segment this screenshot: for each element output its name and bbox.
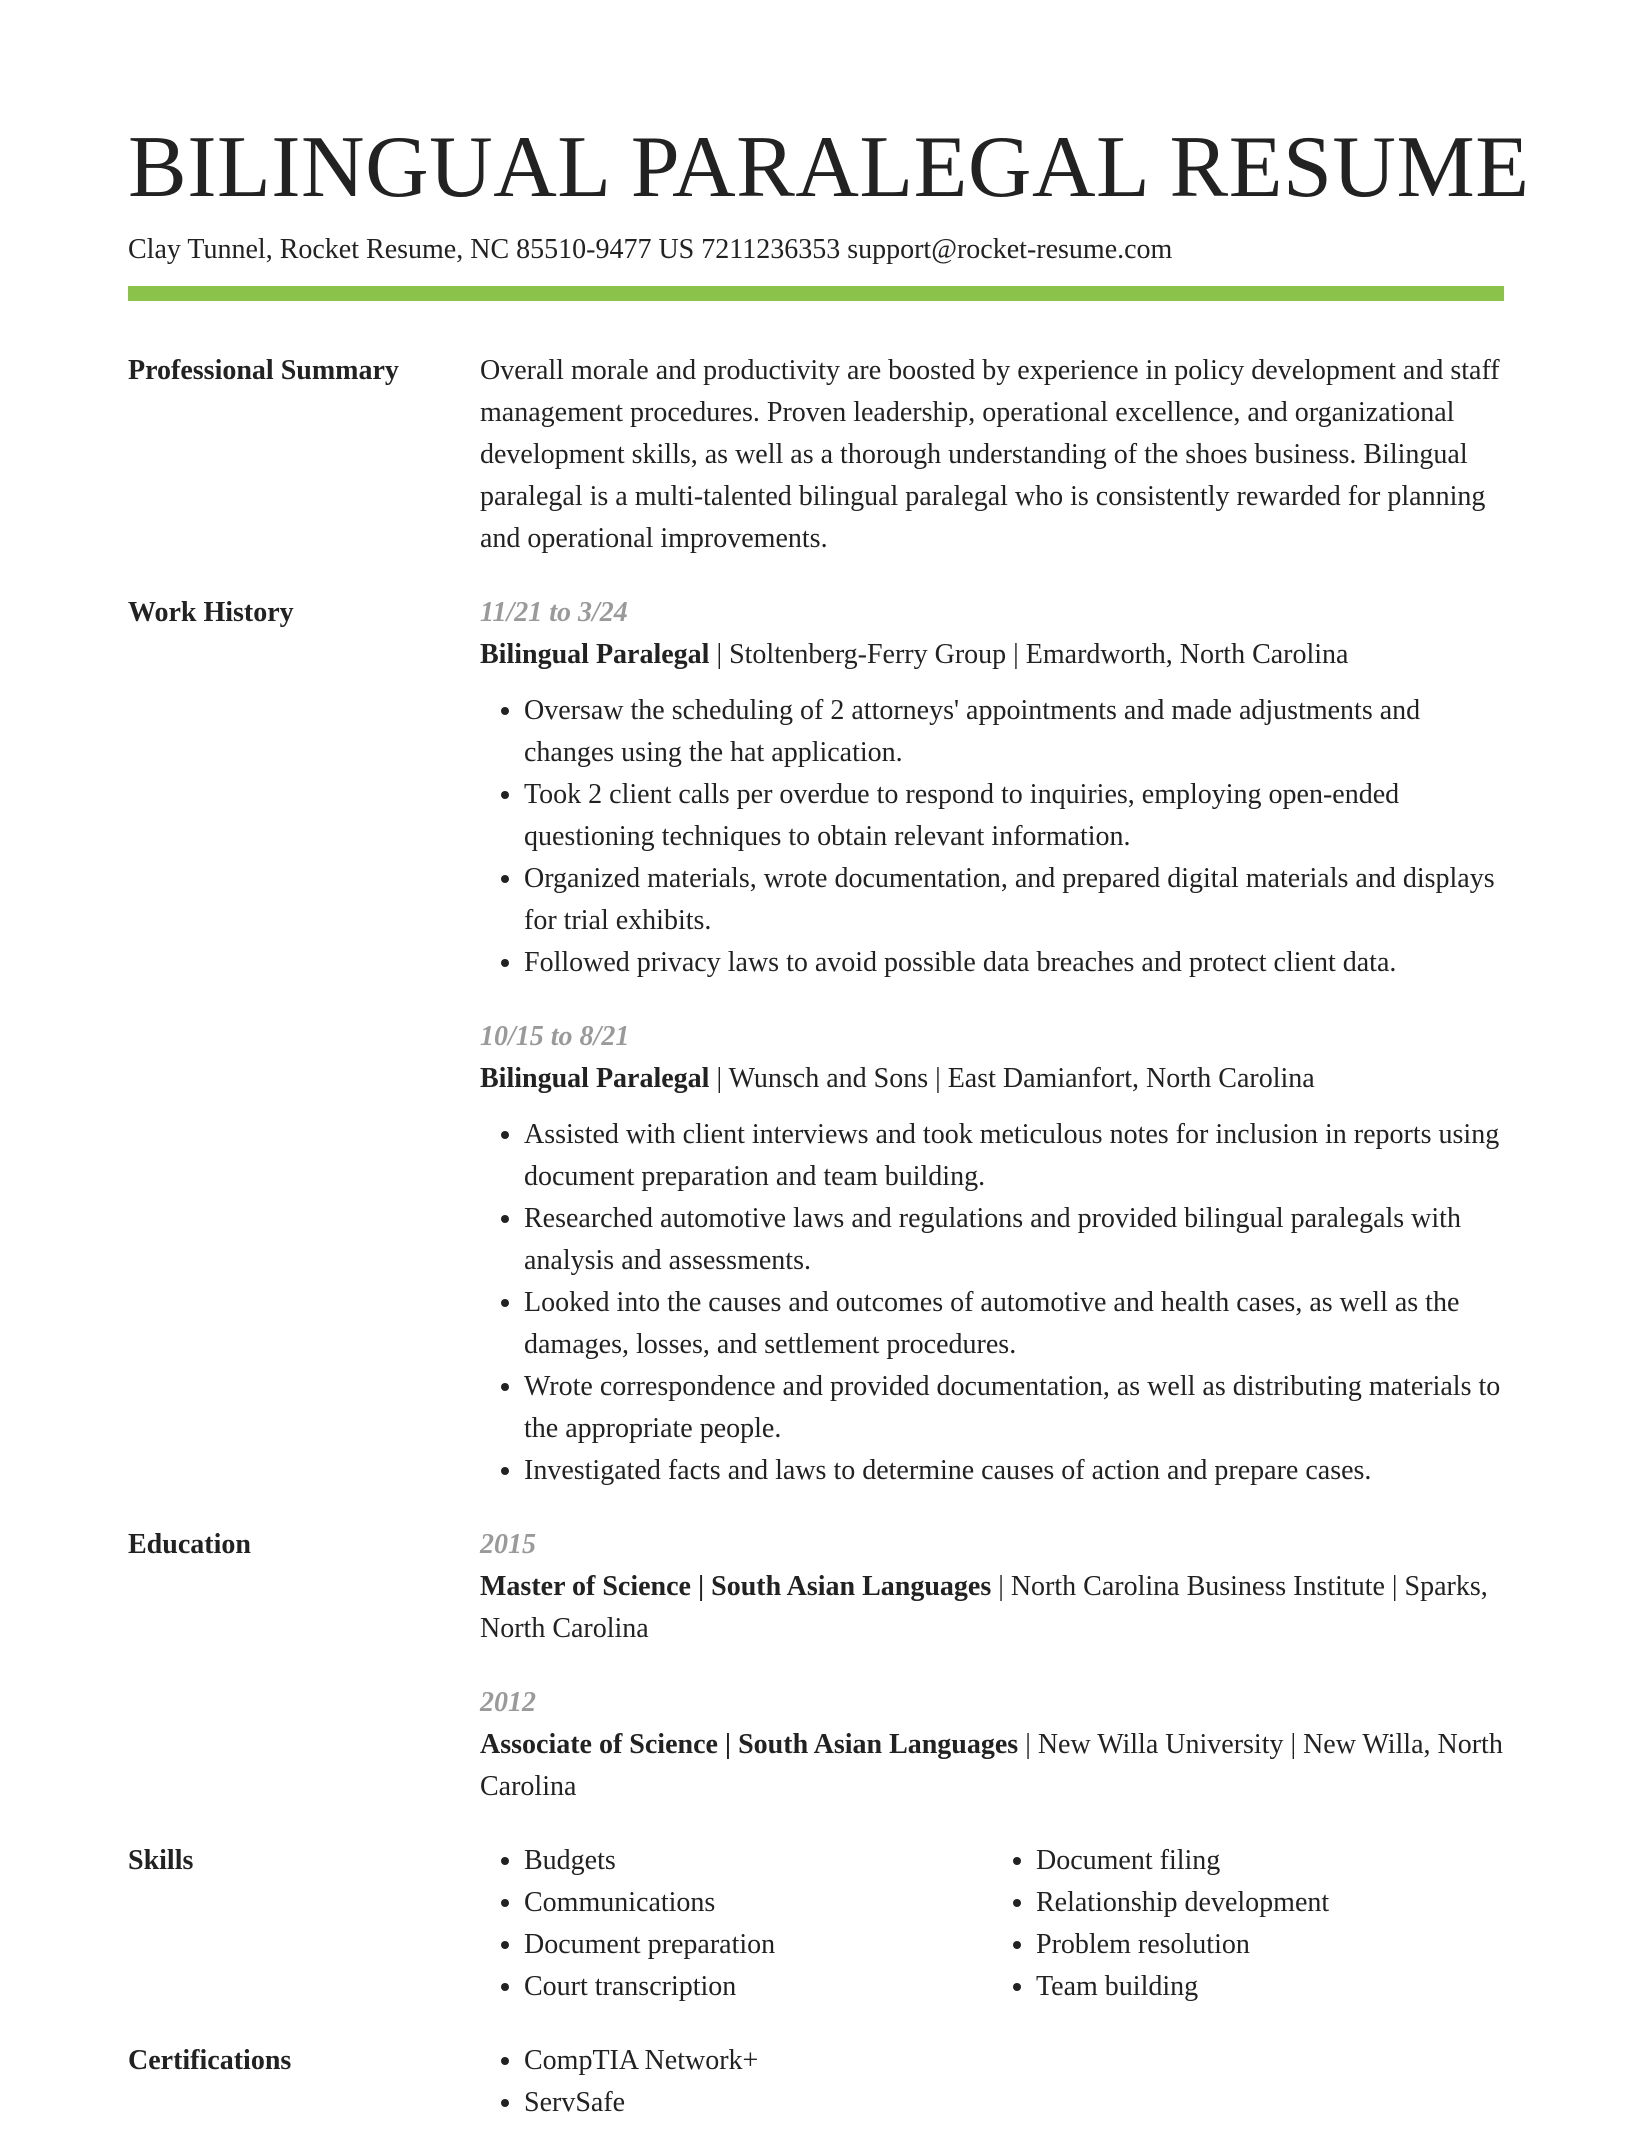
job-bullets [480,1114,1504,1492]
list-item: • Document preparation [524,1924,992,1966]
summary-section [128,350,1504,560]
resume-body [128,350,1504,2156]
section-heading: Professional Summary [128,355,399,386]
degree-name: Associate of Science | South Asian Languages [480,1729,1019,1760]
list-item: • Assisted with client interviews and took meticulous notes for inclusion in reports using document preparation and team building. [524,1114,1504,1198]
skills-content [480,1840,1504,2008]
degree-name: Master of Science | South Asian Languages [480,1571,992,1602]
job-line [480,634,1504,676]
education-year: 2012 [480,1687,536,1718]
list-item: • Researched automotive laws and regulations and provided bilingual paralegals with analysis and assessments. [524,1198,1504,1282]
list-item: • Wrote correspondence and provided documentation, as well as distributing materials to the appropriate people. [524,1366,1504,1450]
job-entry [480,592,1504,984]
list-item: • Problem resolution [1036,1924,1504,1966]
summary-content [480,350,1504,560]
job-title: Bilingual Paralegal [480,639,710,670]
accent-divider [128,286,1504,301]
contact-line: Clay Tunnel, Rocket Resume, NC 85510-9477 US 7211236353 support@rocket-resume.com [128,234,1173,265]
section-heading: Education [128,1529,251,1560]
work-section [128,592,1504,1492]
list-item: • Team building [1036,1966,1504,2008]
education-line [480,1566,1504,1650]
job-entry [480,1016,1504,1492]
education-section [128,1524,1504,1808]
section-heading: Work History [128,597,294,628]
list-item: • Looked into the causes and outcomes of automotive and health cases, as well as the damages, losses, and settlement procedures. [524,1282,1504,1366]
list-item: • Investigated facts and laws to determine causes of action and prepare cases. [524,1450,1504,1492]
skills-section [128,1840,1504,2008]
education-year: 2015 [480,1529,536,1560]
resume-title: BILINGUAL PARALEGAL RESUME [128,119,1530,216]
skills-column-right [992,1840,1504,2008]
list-item: • Took 2 client calls per overdue to respond to inquiries, employing open-ended questioning techniques to obtain relevant information. [524,774,1504,858]
list-item: • Budgets [524,1840,992,1882]
list-item: • Organized materials, wrote documentation, and prepared digital materials and displays for trial exhibits. [524,858,1504,942]
education-line [480,1724,1504,1808]
job-title: Bilingual Paralegal [480,1063,710,1094]
job-line [480,1058,1504,1100]
education-entry [480,1682,1504,1808]
list-item: • CompTIA Network+ [524,2040,1504,2082]
list-item: • Followed privacy laws to avoid possible data breaches and protect client data. [524,942,1504,984]
job-details: | Stoltenberg-Ferry Group | Emardworth, North Carolina [709,639,1349,670]
work-content [480,592,1504,1492]
list-item: • Relationship development [1036,1882,1504,1924]
section-heading: Certifications [128,2045,292,2076]
list-item: • Oversaw the scheduling of 2 attorneys' appointments and made adjustments and changes using the hat application. [524,690,1504,774]
education-content [480,1524,1504,1808]
certifications-list [480,2040,1504,2124]
list-item: • Communications [524,1882,992,1924]
list-item: • Court transcription [524,1966,992,2008]
education-details: | New Willa University | New Willa, North Carolina [480,1729,1503,1802]
skills-column-left [480,1840,992,2008]
job-dates: 11/21 to 3/24 [480,597,628,628]
education-details: | North Carolina Business Institute | Sparks, North Carolina [480,1571,1488,1644]
certifications-section [128,2040,1504,2124]
job-dates: 10/15 to 8/21 [480,1021,630,1052]
job-details: | Wunsch and Sons | East Damianfort, North Carolina [709,1063,1315,1094]
section-heading: Skills [128,1845,194,1876]
education-entry [480,1524,1504,1650]
list-item: • ServSafe [524,2082,1504,2124]
job-bullets [480,690,1504,984]
summary-text: Overall morale and productivity are boosted by experience in policy development and staff management procedures. Proven leadership, operational excellence, and organizational development skills, as well as a thorough understanding of the shoes business. Bilingual paralegal is a multi-talented bilingual paralegal who is consistently rewarded for planning and operational improvements. [480,355,1500,554]
certifications-content [480,2040,1504,2124]
list-item: • Document filing [1036,1840,1504,1882]
